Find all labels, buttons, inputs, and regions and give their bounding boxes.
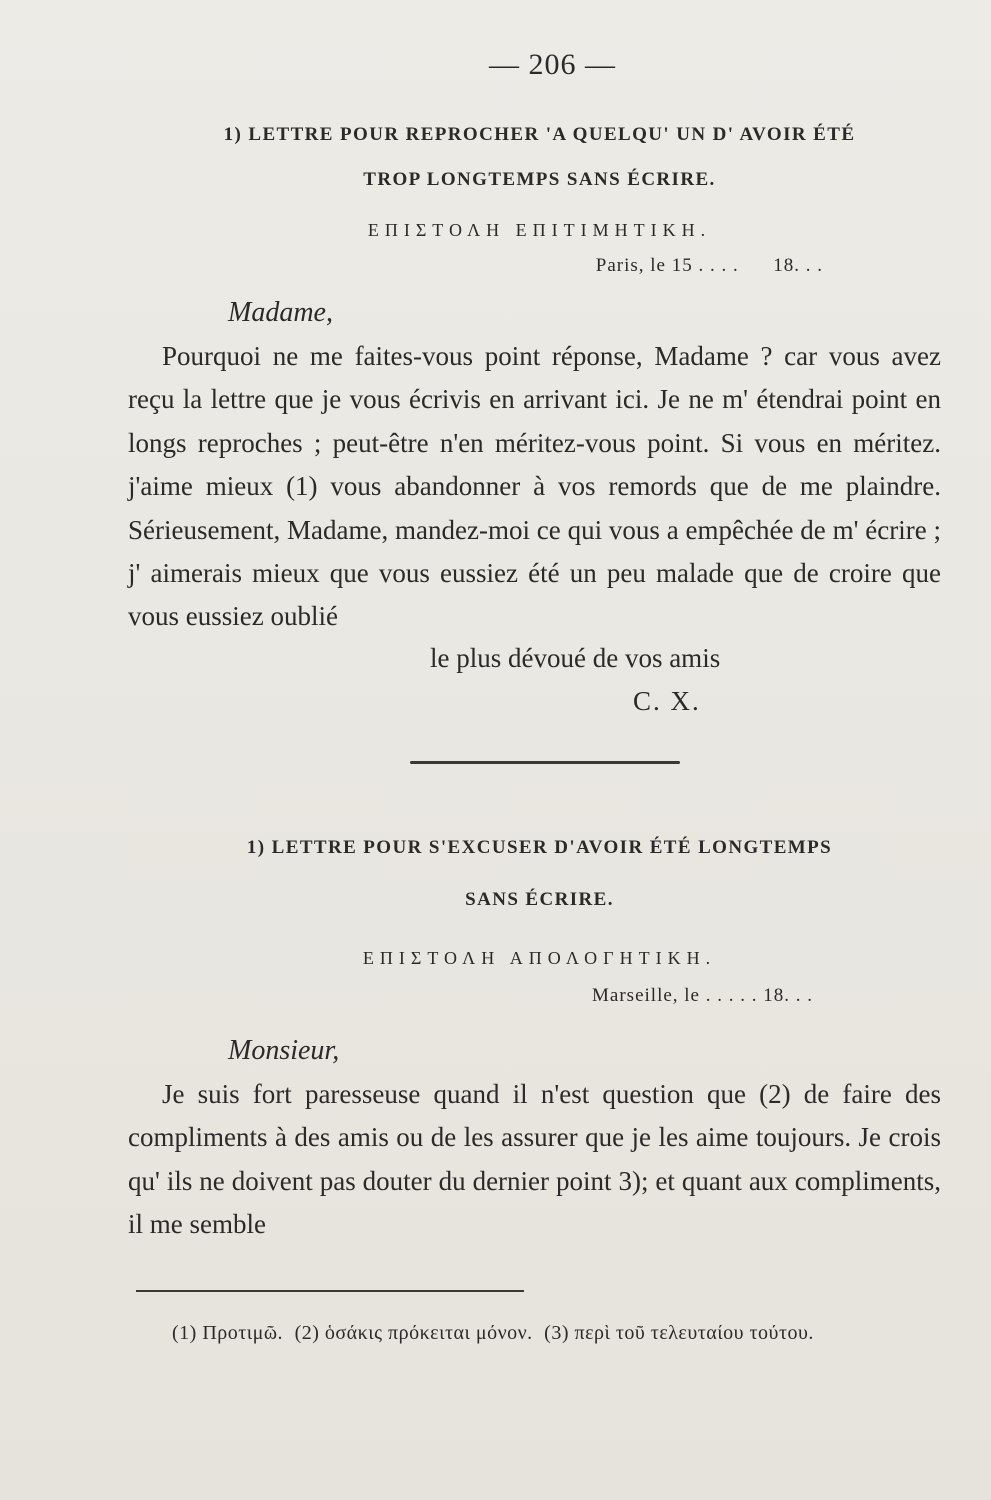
page-number: — 206 — xyxy=(489,48,616,81)
letter-heading xyxy=(128,112,951,202)
greek-title: ΕΠΙΣΤΟΛΗ ΕΠΙΤΙΜΗΤΙΚΗ. xyxy=(367,220,712,240)
footnote-1: (1) Προτιμῶ. xyxy=(172,1322,284,1345)
closing-line: le plus dévoué de vos amis xyxy=(430,642,721,673)
salutation: Madame, xyxy=(228,297,333,328)
heading-line-1: 1) LETTRE POUR S'EXCUSER D'AVOIR ÉTÉ LONGTEMPS xyxy=(246,836,833,858)
footnotes xyxy=(172,1322,951,1345)
salutation: Monsieur, xyxy=(228,1034,340,1066)
signature: C. X. xyxy=(633,685,701,716)
footnote-3: (3) περὶ τοῦ τελευταίου τούτου. xyxy=(544,1322,814,1345)
dateline: Marseille, le . . . . . 18. . . xyxy=(592,984,813,1006)
letter-excuse xyxy=(128,822,951,1247)
dateline: Paris, le 15 . . . . 18. . . xyxy=(595,255,823,276)
letter-body xyxy=(128,335,951,639)
letter-reproach xyxy=(128,112,951,717)
letter-heading xyxy=(128,822,951,926)
footnote-2: (2) ὁσάκις πρόκειται μόνον. xyxy=(294,1322,533,1345)
heading-line-2: TROP LONGTEMPS SANS ÉCRIRE. xyxy=(363,169,716,190)
heading-line-2: SANS ÉCRIRE. xyxy=(465,888,614,910)
heading-line-1: 1) LETTRE POUR REPROCHER 'A QUELQU' UN D' AVOIR ÉTÉ xyxy=(223,124,856,145)
greek-title: ΕΠΙΣΤΟΛΗ ΑΠΟΛΟΓΗΤΙΚΗ. xyxy=(362,947,717,968)
footnote-rule xyxy=(136,1290,524,1292)
letter-body-text: Pourquoi ne me faites-vous point réponse, Madame ? car vous avez reçu la lettre que je vous écrivis en arrivant ici. Je ne m' étendrai point en longs reproches ; peut-être n'en méritez-vous point. Si vous en méritez. j'aime mieux (1) vous abandonner à vos remords que de me plaindre. Sérieusement, Madame, mandez-moi ce qui vous a empêchée de m' écrire ; j' aimerais mieux que vous eussiez été un peu malade que de croire que vous eussiez oublié xyxy=(128,341,941,632)
letter-body-text: Je suis fort paresseuse quand il n'est question que (2) de faire des compliments à des amis ou de les assurer que je les aime toujours. Je crois qu' ils ne doivent pas douter du dernier point 3); et quant aux compliments, il me semble xyxy=(128,1078,941,1240)
section-divider xyxy=(410,761,680,764)
letter-body xyxy=(128,1073,951,1247)
